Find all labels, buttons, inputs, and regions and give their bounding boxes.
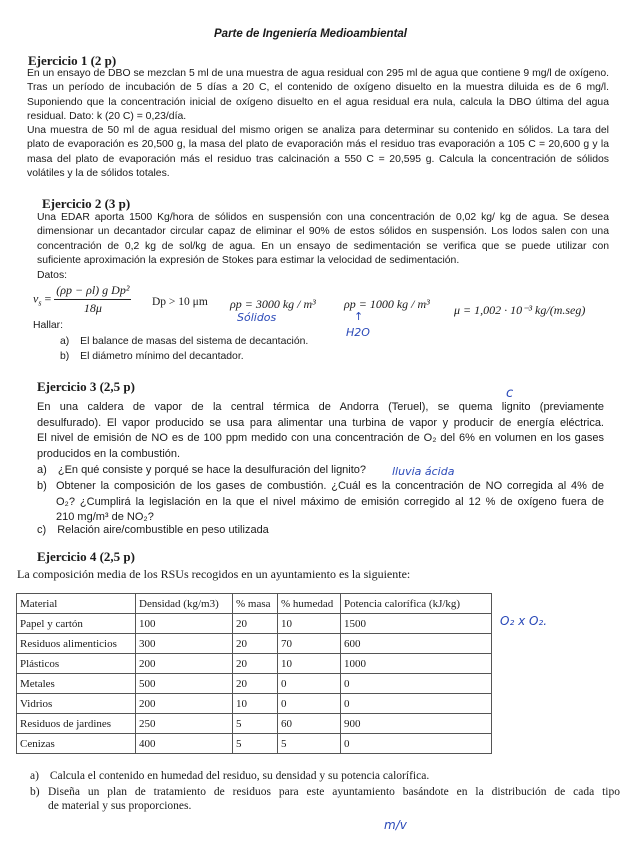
table-cell: 200 bbox=[136, 694, 233, 714]
table-header-cell: Densidad (kg/m3) bbox=[136, 594, 233, 614]
item-letter: b) bbox=[30, 786, 40, 798]
table-cell: 0 bbox=[341, 734, 492, 754]
table-cell: Plásticos bbox=[17, 654, 136, 674]
text-line: de material y sus proporciones. bbox=[48, 800, 192, 812]
table-cell: 20 bbox=[233, 674, 278, 694]
table-row bbox=[17, 654, 492, 674]
table-cell: Residuos de jardines bbox=[17, 714, 136, 734]
ej2-paragraph bbox=[37, 211, 609, 283]
ej1-paragraph-1 bbox=[27, 67, 609, 125]
handwritten-note-h2o: H2O bbox=[346, 326, 370, 339]
table-cell: Metales bbox=[17, 674, 136, 694]
table-row bbox=[17, 674, 492, 694]
table-header-cell: Material bbox=[17, 594, 136, 614]
table-cell: 200 bbox=[136, 654, 233, 674]
dp-condition: Dp > 10 μm bbox=[152, 296, 208, 308]
ej3-item-b bbox=[37, 479, 604, 526]
table-cell: 900 bbox=[341, 714, 492, 734]
item-letter: b) bbox=[37, 480, 47, 492]
text-line: O₂? ¿Cumplirá la legislación en la que el nivel máximo de emisión corregido al 12 % de oxígeno fuera de bbox=[56, 495, 604, 508]
page-header: Parte de Ingeniería Medioambiental bbox=[214, 28, 407, 40]
table-cell: 300 bbox=[136, 634, 233, 654]
table-cell: Residuos alimenticios bbox=[17, 634, 136, 654]
ej1-title: Ejercicio 1 (2 p) bbox=[28, 53, 117, 68]
table-cell: 0 bbox=[341, 674, 492, 694]
text-line: El nivel de emisión de NO es de 100 ppm medido con una concentración de O₂ del 6% en volumen en los gases bbox=[37, 432, 604, 444]
text-line: plato de evaporación es 20,500 g, la masa del plato de evaporación más el residuo tras evaporación a 105 C = 20,600 g y la bbox=[27, 139, 609, 151]
handwritten-note-lluvia: lluvia ácida bbox=[392, 465, 455, 478]
table-cell: Cenizas bbox=[17, 734, 136, 754]
table-cell: 0 bbox=[278, 674, 341, 694]
text-line: Diseña un plan de tratamiento de residuos para este ayuntamiento basándote en la distribución de cada tipo bbox=[48, 786, 620, 798]
table-cell: 400 bbox=[136, 734, 233, 754]
table-cell: 60 bbox=[278, 714, 341, 734]
handwritten-arrow: ↑ bbox=[354, 310, 364, 323]
text-line: producidos en la combustión. bbox=[37, 447, 181, 460]
table-cell: 10 bbox=[278, 614, 341, 634]
item-text: El balance de masas del sistema de decantación. bbox=[80, 336, 309, 347]
table-header-cell: % humedad bbox=[278, 594, 341, 614]
table-header-cell: Potencia calorífica (kJ/kg) bbox=[341, 594, 492, 614]
ej1-paragraph-2 bbox=[27, 124, 609, 182]
text-line: En una caldera de vapor de la central térmica de Andorra (Teruel), se quema lignito (previamente bbox=[37, 401, 604, 413]
item-letter: a) bbox=[30, 770, 39, 782]
handwritten-note-solidos: Sólidos bbox=[237, 311, 277, 324]
table-header-row bbox=[17, 594, 492, 614]
item-text: Relación aire/combustible en peso utilizada bbox=[57, 524, 269, 536]
ej4-item-a bbox=[30, 770, 429, 782]
ej4-item-b bbox=[30, 785, 620, 813]
text-line: Suponiendo que la concentración inicial de oxígeno disuelto en el agua residual era nula, calcula la DBO última del agua bbox=[27, 96, 609, 108]
ej3-title: Ejercicio 3 (2,5 p) bbox=[37, 379, 135, 394]
text-line: Tras un período de incubación de 5 días a 20 C, el contenido de oxígeno disuelto en la muestra diluida es de 6 mg/l. bbox=[27, 82, 609, 94]
table-header-cell: % masa bbox=[233, 594, 278, 614]
formula-lhs-sub: s bbox=[38, 298, 42, 308]
ej3-item-a bbox=[37, 464, 366, 476]
item-text: ¿En qué consiste y porqué se hace la desulfuración del lignito? bbox=[57, 464, 367, 476]
formula-denominator: 18μ bbox=[83, 301, 102, 315]
item-letter: b) bbox=[60, 351, 70, 362]
text-line: En un ensayo de DBO se mezclan 5 ml de una muestra de agua residual con 295 ml de agua que contiene 9 mg/l de oxígeno. bbox=[27, 68, 609, 79]
ej4-title: Ejercicio 4 (2,5 p) bbox=[37, 549, 135, 564]
item-letter: a) bbox=[37, 464, 47, 476]
hallar-label: Hallar: bbox=[33, 320, 64, 331]
ej3-paragraph bbox=[37, 400, 604, 462]
ej2-item-b bbox=[60, 351, 244, 362]
text-line: desulfurado). El vapor producido se usa para alimentar una turbina de vapor y producir de energía eléctrica. bbox=[37, 416, 604, 429]
table-cell: 1000 bbox=[341, 654, 492, 674]
table-cell: 100 bbox=[136, 614, 233, 634]
table-cell: 5 bbox=[233, 734, 278, 754]
viscosity: μ = 1,002 · 10⁻³ kg/(m.seg) bbox=[454, 303, 586, 317]
rho-solids: ρp = 3000 kg / m³ bbox=[230, 297, 316, 311]
text-line: Una muestra de 50 ml de agua residual del mismo origen se analiza para determinar su contenido en sólidos. La tara del bbox=[27, 125, 609, 136]
handwritten-note-side: O₂ x O₂. bbox=[500, 614, 548, 628]
item-text: El diámetro mínimo del decantador. bbox=[80, 351, 244, 362]
table-cell: 10 bbox=[278, 654, 341, 674]
text-line: Datos: bbox=[37, 269, 68, 281]
rsu-table bbox=[16, 593, 492, 754]
table-cell: 1500 bbox=[341, 614, 492, 634]
formula-lhs: v bbox=[33, 291, 39, 306]
text-line: concentración de 0,2 kg de sol/kg de agua. En un ensayo de sedimentación se verifica que se puede utilizar con bbox=[37, 240, 609, 252]
item-text: Calcula el contenido en humedad del residuo, su densidad y su potencia calorífica. bbox=[49, 770, 430, 782]
table-cell: 20 bbox=[233, 654, 278, 674]
text-line: masa del plato de evaporación más el residuo tras calcinación a 550 C = 20,595 g. Calcula la concentración de sólidos bbox=[27, 153, 609, 165]
text-line: Una EDAR aporta 1500 Kg/hora de sólidos en suspensión con una concentración de 0,02 kg/ kg de agua. Se desea bbox=[37, 212, 609, 223]
table-cell: 70 bbox=[278, 634, 341, 654]
formula-fraction bbox=[54, 283, 131, 316]
item-letter: c) bbox=[37, 524, 47, 536]
text-line: dimensionar un decantador circular capaz de eliminar el 90% de estos sólidos en suspensión. Los lodos salen con una bbox=[37, 226, 609, 238]
table-row bbox=[17, 614, 492, 634]
formula-numerator: (ρp − ρl) g Dp² bbox=[54, 283, 131, 300]
table-row bbox=[17, 714, 492, 734]
ej2-title: Ejercicio 2 (3 p) bbox=[42, 196, 131, 211]
ej3-item-c bbox=[37, 524, 269, 536]
ej4-intro: La composición media de los RSUs recogidos en un ayuntamiento es la siguiente: bbox=[17, 567, 411, 581]
table-cell: 600 bbox=[341, 634, 492, 654]
table-cell: 0 bbox=[278, 694, 341, 714]
table-cell: 20 bbox=[233, 614, 278, 634]
stokes-formula: $v_s$ = $\frac{\text{(ρp − ρl) g Dp²}}{18\mu}$ bbox=[33, 283, 130, 315]
table-row bbox=[17, 694, 492, 714]
handwritten-note-bottom: m/v bbox=[384, 818, 407, 832]
table-row bbox=[17, 634, 492, 654]
rho-water: ρp = 1000 kg / m³ bbox=[344, 297, 430, 311]
table-cell: 500 bbox=[136, 674, 233, 694]
text-line: volátiles y la de sólidos totales. bbox=[27, 168, 170, 180]
item-letter: a) bbox=[60, 336, 70, 347]
table-cell: 20 bbox=[233, 634, 278, 654]
handwritten-note-c: c bbox=[506, 386, 514, 401]
table-cell: 5 bbox=[233, 714, 278, 734]
table-cell: 250 bbox=[136, 714, 233, 734]
ej2-item-a bbox=[60, 336, 308, 347]
table-cell: Vidrios bbox=[17, 694, 136, 714]
text-line: residual. Dato: k (20 C) = 0,23/día. bbox=[27, 111, 187, 123]
table-row bbox=[17, 734, 492, 754]
table-cell: 0 bbox=[341, 694, 492, 714]
table-cell: 5 bbox=[278, 734, 341, 754]
table-cell: Papel y cartón bbox=[17, 614, 136, 634]
text-line: suficiente aproximación la expresión de Stokes para estimar la velocidad de sedimentación. bbox=[37, 255, 460, 267]
text-line: Obtener la composición de los gases de combustión. ¿Cuál es la concentración de NO corregida al 4% de bbox=[56, 480, 604, 492]
table-cell: 10 bbox=[233, 694, 278, 714]
text-line: 210 mg/m³ de NO₂? bbox=[56, 511, 154, 523]
